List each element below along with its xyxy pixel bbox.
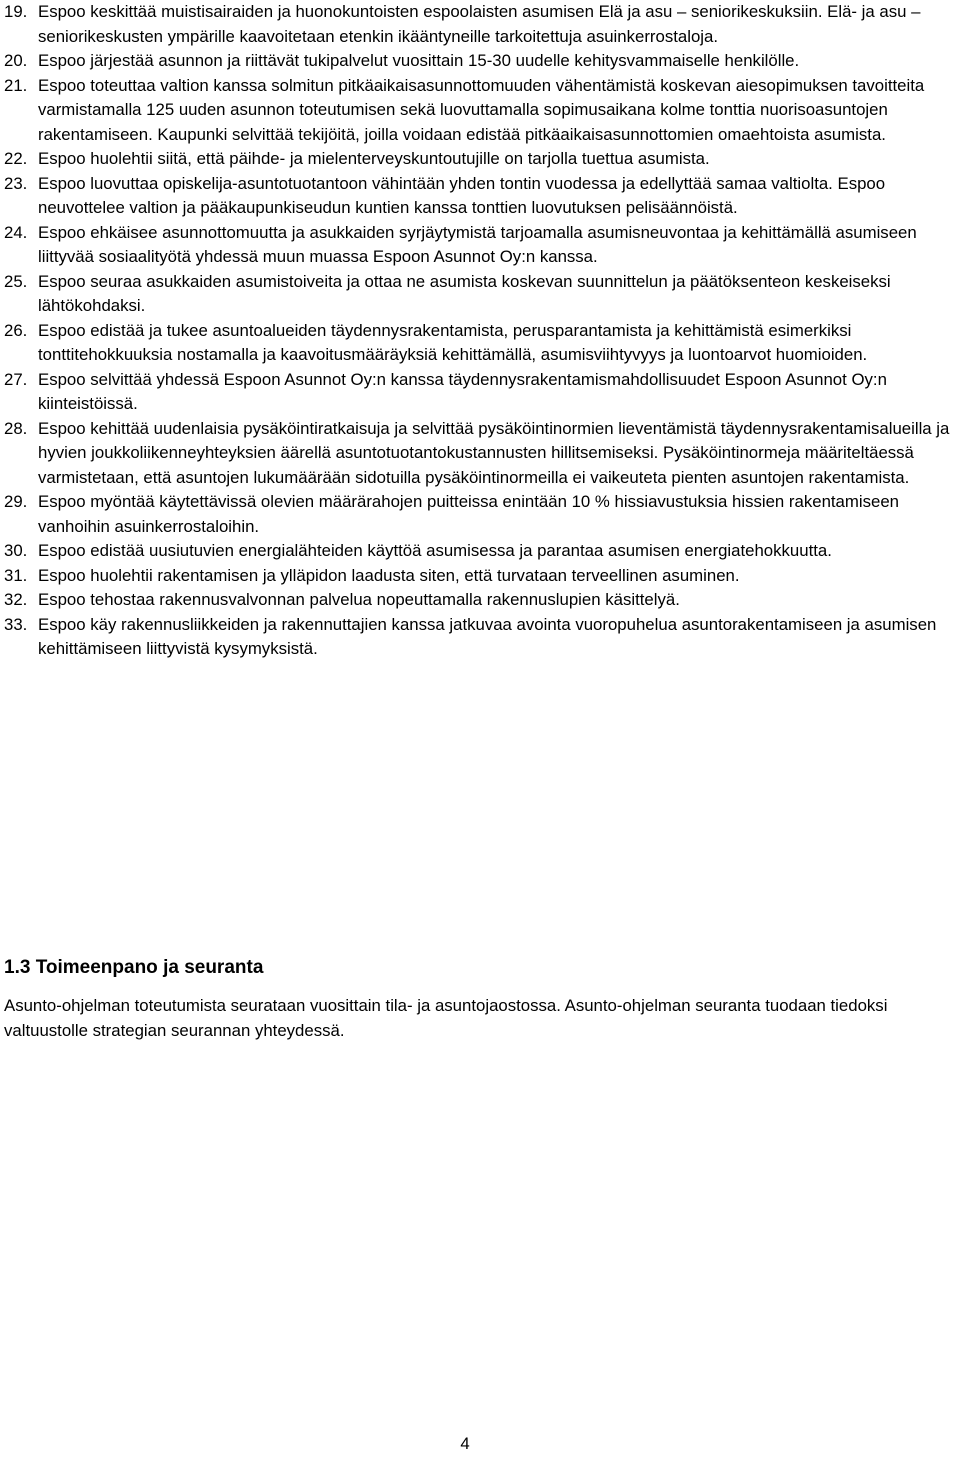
- list-item: [0, 49, 960, 74]
- item-number: 19.: [4, 2, 28, 21]
- item-text: Espoo myöntää käytettävissä olevien määrärahojen puitteissa enintään 10 % hissiavustuksia hissien rakentamiseen vanhoihin asuinkerrostaloihin.: [38, 492, 899, 536]
- item-text: Espoo edistää uusiutuvien energialähteiden käyttöä asumisessa ja parantaa asumisen energiatehokkuutta.: [38, 541, 832, 560]
- list-item: [0, 0, 960, 49]
- item-number: 21.: [4, 75, 28, 95]
- list-item: [0, 368, 960, 417]
- list-item: [0, 539, 960, 564]
- item-number: 27.: [4, 369, 28, 389]
- page-number: 4: [460, 1434, 470, 1453]
- item-number: 29.: [4, 492, 28, 511]
- item-number: 24.: [4, 222, 28, 242]
- list-item: [0, 564, 960, 589]
- list-item: [0, 319, 960, 368]
- item-text: Espoo luovuttaa opiskelija-asuntotuotantoon vähintään yhden tontin vuodessa ja edellyttää samaa valtiolta. Espoo neuvottelee valtion ja pääkaupunkiseudun kuntien kanssa tonttien luovutuksen pelisäännöistä.: [38, 173, 886, 217]
- list-item: [0, 417, 960, 491]
- section-paragraph: Asunto-ohjelman toteutumista seurataan vuosittain tila- ja asuntojaostossa. Asunto-ohjelman seuranta tuodaan tiedoksi valtuustolle strategian seurannan yhteydessä.: [4, 996, 888, 1040]
- item-number: 25.: [4, 271, 28, 291]
- item-text: Espoo kehittää uudenlaisia pysäköintiratkaisuja ja selvittää pysäköintinormien lieventämistä täydennysrakentamisalueilla ja hyvien joukkoliikenneyhteyksien äärellä asuntotuotantokustannusten hillitsemiseksi. Pysäköintinormeja määriteltäessä varmistetaan, että asuntojen lukumäärään sidotuilla pysäköintinormeilla ei vaikeuteta pienten asuntojen rakentamista.: [38, 418, 950, 487]
- item-text: Espoo toteuttaa valtion kanssa solmitun pitkäaikaisasunnottomuuden vähentämistä koskevan aiesopimuksen tavoitteita varmistamalla 125 uuden asunnon toteutumisen sekä luovuttamalla sopimusaikana kolme tonttia nuorisoasuntojen rakentamiseen. Kaupunki selvittää tekijöitä, joilla voidaan edistää pitkäaikaisasunnottomien omaehtoista asumista.: [38, 75, 925, 144]
- item-text: Espoo tehostaa rakennusvalvonnan palvelua nopeuttamalla rakennuslupien käsittelyä.: [38, 590, 680, 609]
- item-number: 20.: [4, 51, 28, 70]
- list-item: [0, 588, 960, 613]
- list-item: [0, 613, 960, 662]
- list-item: [0, 147, 960, 172]
- list-item: [0, 74, 960, 148]
- action-list: [0, 0, 960, 662]
- item-number: 31.: [4, 565, 28, 585]
- list-item: [0, 490, 960, 539]
- list-item: [0, 221, 960, 270]
- item-number: 22.: [4, 149, 28, 168]
- item-number: 30.: [4, 541, 28, 560]
- item-text: Espoo keskittää muistisairaiden ja huonokuntoisten espoolaisten asumisen Elä ja asu – seniorikeskuksiin. Elä- ja asu –seniorikeskusten ympärille kaavoitetaan etenkin ikääntyneille tarkoitettuja asuinkerrostaloja.: [38, 2, 921, 46]
- item-text: Espoo käy rakennusliikkeiden ja rakennuttajien kanssa jatkuvaa avointa vuoropuhelua asuntorakentamiseen ja asumisen kehittämiseen liittyvistä kysymyksistä.: [38, 614, 937, 658]
- item-text: Espoo edistää ja tukee asuntoalueiden täydennysrakentamista, perusparantamista ja kehittämistä esimerkiksi tonttitehokkuuksia nostamalla ja kaavoitusmääräyksiä kehittämällä, asumisviihtyvyys ja luontoarvot huomioiden.: [38, 320, 868, 364]
- item-number: 23.: [4, 173, 28, 193]
- section-heading: 1.3 Toimeenpano ja seuranta: [4, 957, 264, 978]
- item-text: Espoo huolehtii siitä, että päihde- ja mielenterveyskuntoutujille on tarjolla tuettua asumista.: [38, 149, 710, 168]
- item-text: Espoo huolehtii rakentamisen ja ylläpidon laadusta siten, että turvataan terveellinen asuminen.: [38, 565, 740, 585]
- item-text: Espoo järjestää asunnon ja riittävät tukipalvelut vuosittain 15-30 uudelle kehitysvammaiselle henkilölle.: [38, 51, 800, 70]
- item-text: Espoo selvittää yhdessä Espoon Asunnot Oy:n kanssa täydennysrakentamismahdollisuudet Espoon Asunnot Oy:n kiinteistöissä.: [38, 369, 887, 413]
- item-text: Espoo seuraa asukkaiden asumistoiveita ja ottaa ne asumista koskevan suunnittelun ja päätöksenteon keskeiseksi lähtökohdaksi.: [38, 271, 891, 315]
- item-number: 33.: [4, 614, 28, 634]
- item-text: Espoo ehkäisee asunnottomuutta ja asukkaiden syrjäytymistä tarjoamalla asumisneuvontaa ja kehittämällä asumiseen liittyvää sosiaalityötä yhdessä muun muassa Espoon Asunnot Oy:n kanssa.: [38, 222, 917, 266]
- list-item: [0, 172, 960, 221]
- item-number: 32.: [4, 590, 28, 609]
- item-number: 26.: [4, 320, 28, 340]
- item-number: 28.: [4, 418, 28, 438]
- list-item: [0, 270, 960, 319]
